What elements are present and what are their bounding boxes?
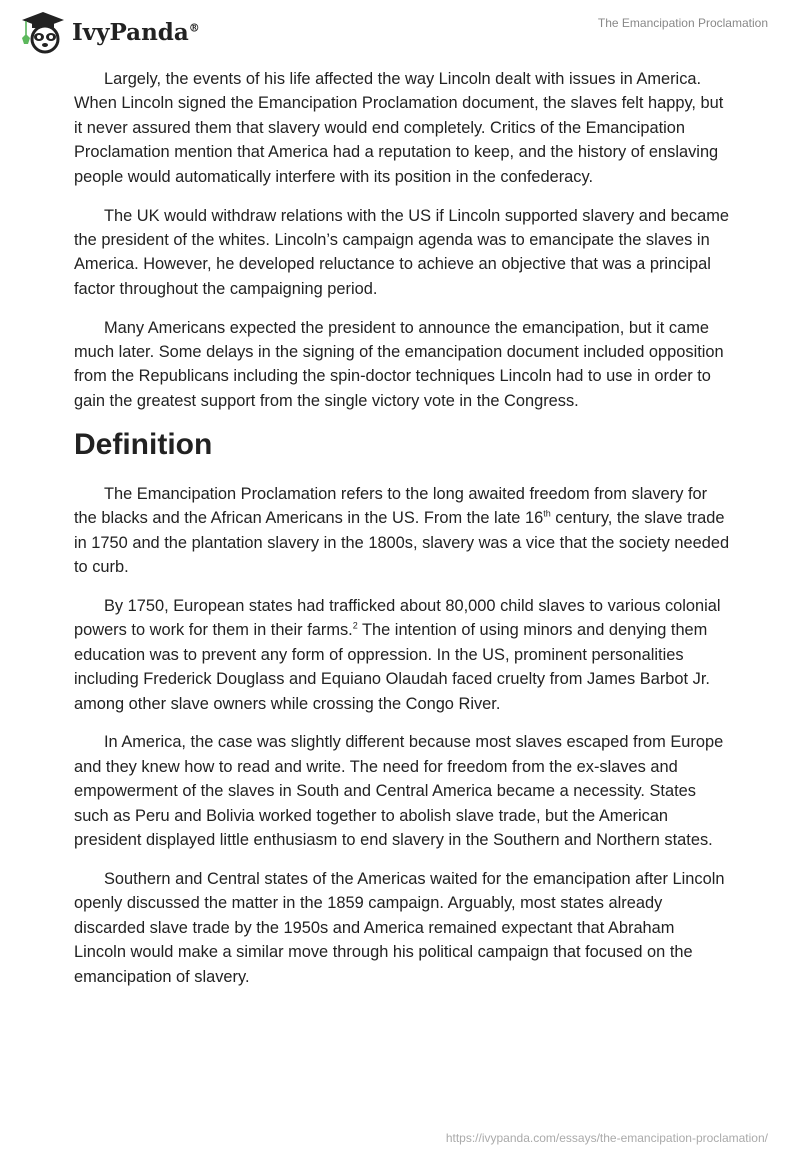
paragraph: Southern and Central states of the Americas waited for the emancipation after Lincoln openly discussed the matter in the 1859 campaign. Arguably, most states already discarded slave trade by the 1950s and America remained expectant that Abraham Lincoln would make a similar move through his political campaign that focused on the emancipation of slavery. xyxy=(74,869,725,986)
source-url[interactable]: https://ivypanda.com/essays/the-emancipation-proclamation/ xyxy=(445,1131,768,1145)
essay-body xyxy=(74,67,730,1004)
paragraph: The UK would withdraw relations with the US if Lincoln supported slavery and became the president of the whites. Lincoln’s campaign agenda was to emancipate the slaves in America. However, he developed reluctance to achieve an objective that was a principal factor throughout the campaigning period. xyxy=(74,206,729,298)
paragraph: Largely, the events of his life affected the way Lincoln dealt with issues in America. When Lincoln signed the Emancipation Proclamation document, the slaves felt happy, but it never assured them that slavery would end completely. Critics of the Emancipation Proclamation mention that America had a reputation to keep, and the history of enslaving people would automatically interfere with its position in the confederacy. xyxy=(74,70,724,186)
section-heading: Definition xyxy=(74,427,213,461)
paragraph: The Emancipation Proclamation refers to the long awaited freedom from slavery for the blacks and the African Americans in the US. From the late 16th century, the slave trade in 1750 and the plantation slavery in the 1800s, slavery was a vice that the society needed to curb. xyxy=(74,484,730,576)
ivypanda-logo[interactable] xyxy=(20,10,200,54)
panda-graduate-icon xyxy=(20,10,66,54)
paragraph: Many Americans expected the president to announce the emancipation, but it came much later. Some delays in the signing of the emancipation document included opposition from the Republicans including the spin-doctor techniques Lincoln had to use in order to gain the greatest support from the single victory vote in the Congress. xyxy=(74,318,724,410)
document-title: The Emancipation Proclamation xyxy=(597,16,768,30)
footnote-ref[interactable]: 2 xyxy=(352,620,358,631)
logo-text: IvyPanda® xyxy=(72,18,200,46)
paragraph: By 1750, European states had trafficked about 80,000 child slaves to various colonial powers to work for them in their farms.$^2$ The intention of using minors and denying them education was to prevent any form of oppression. In the US, prominent personalities including Frederick Douglass and Equiano Olaudah faced cruelty from James Barbot Jr. among other slave owners while crossing the Congo River. xyxy=(74,596,721,713)
page-header xyxy=(0,0,800,60)
paragraph: In America, the case was slightly different because most slaves escaped from Europe and they knew how to read and write. The need for freedom from the ex-slaves and empowerment of the slaves in South and Central America became a necessity. States such as Peru and Bolivia worked together to abolish slave trade, but the American president displayed little enthusiasm to end slavery in the Southern and Northern states. xyxy=(74,733,724,850)
